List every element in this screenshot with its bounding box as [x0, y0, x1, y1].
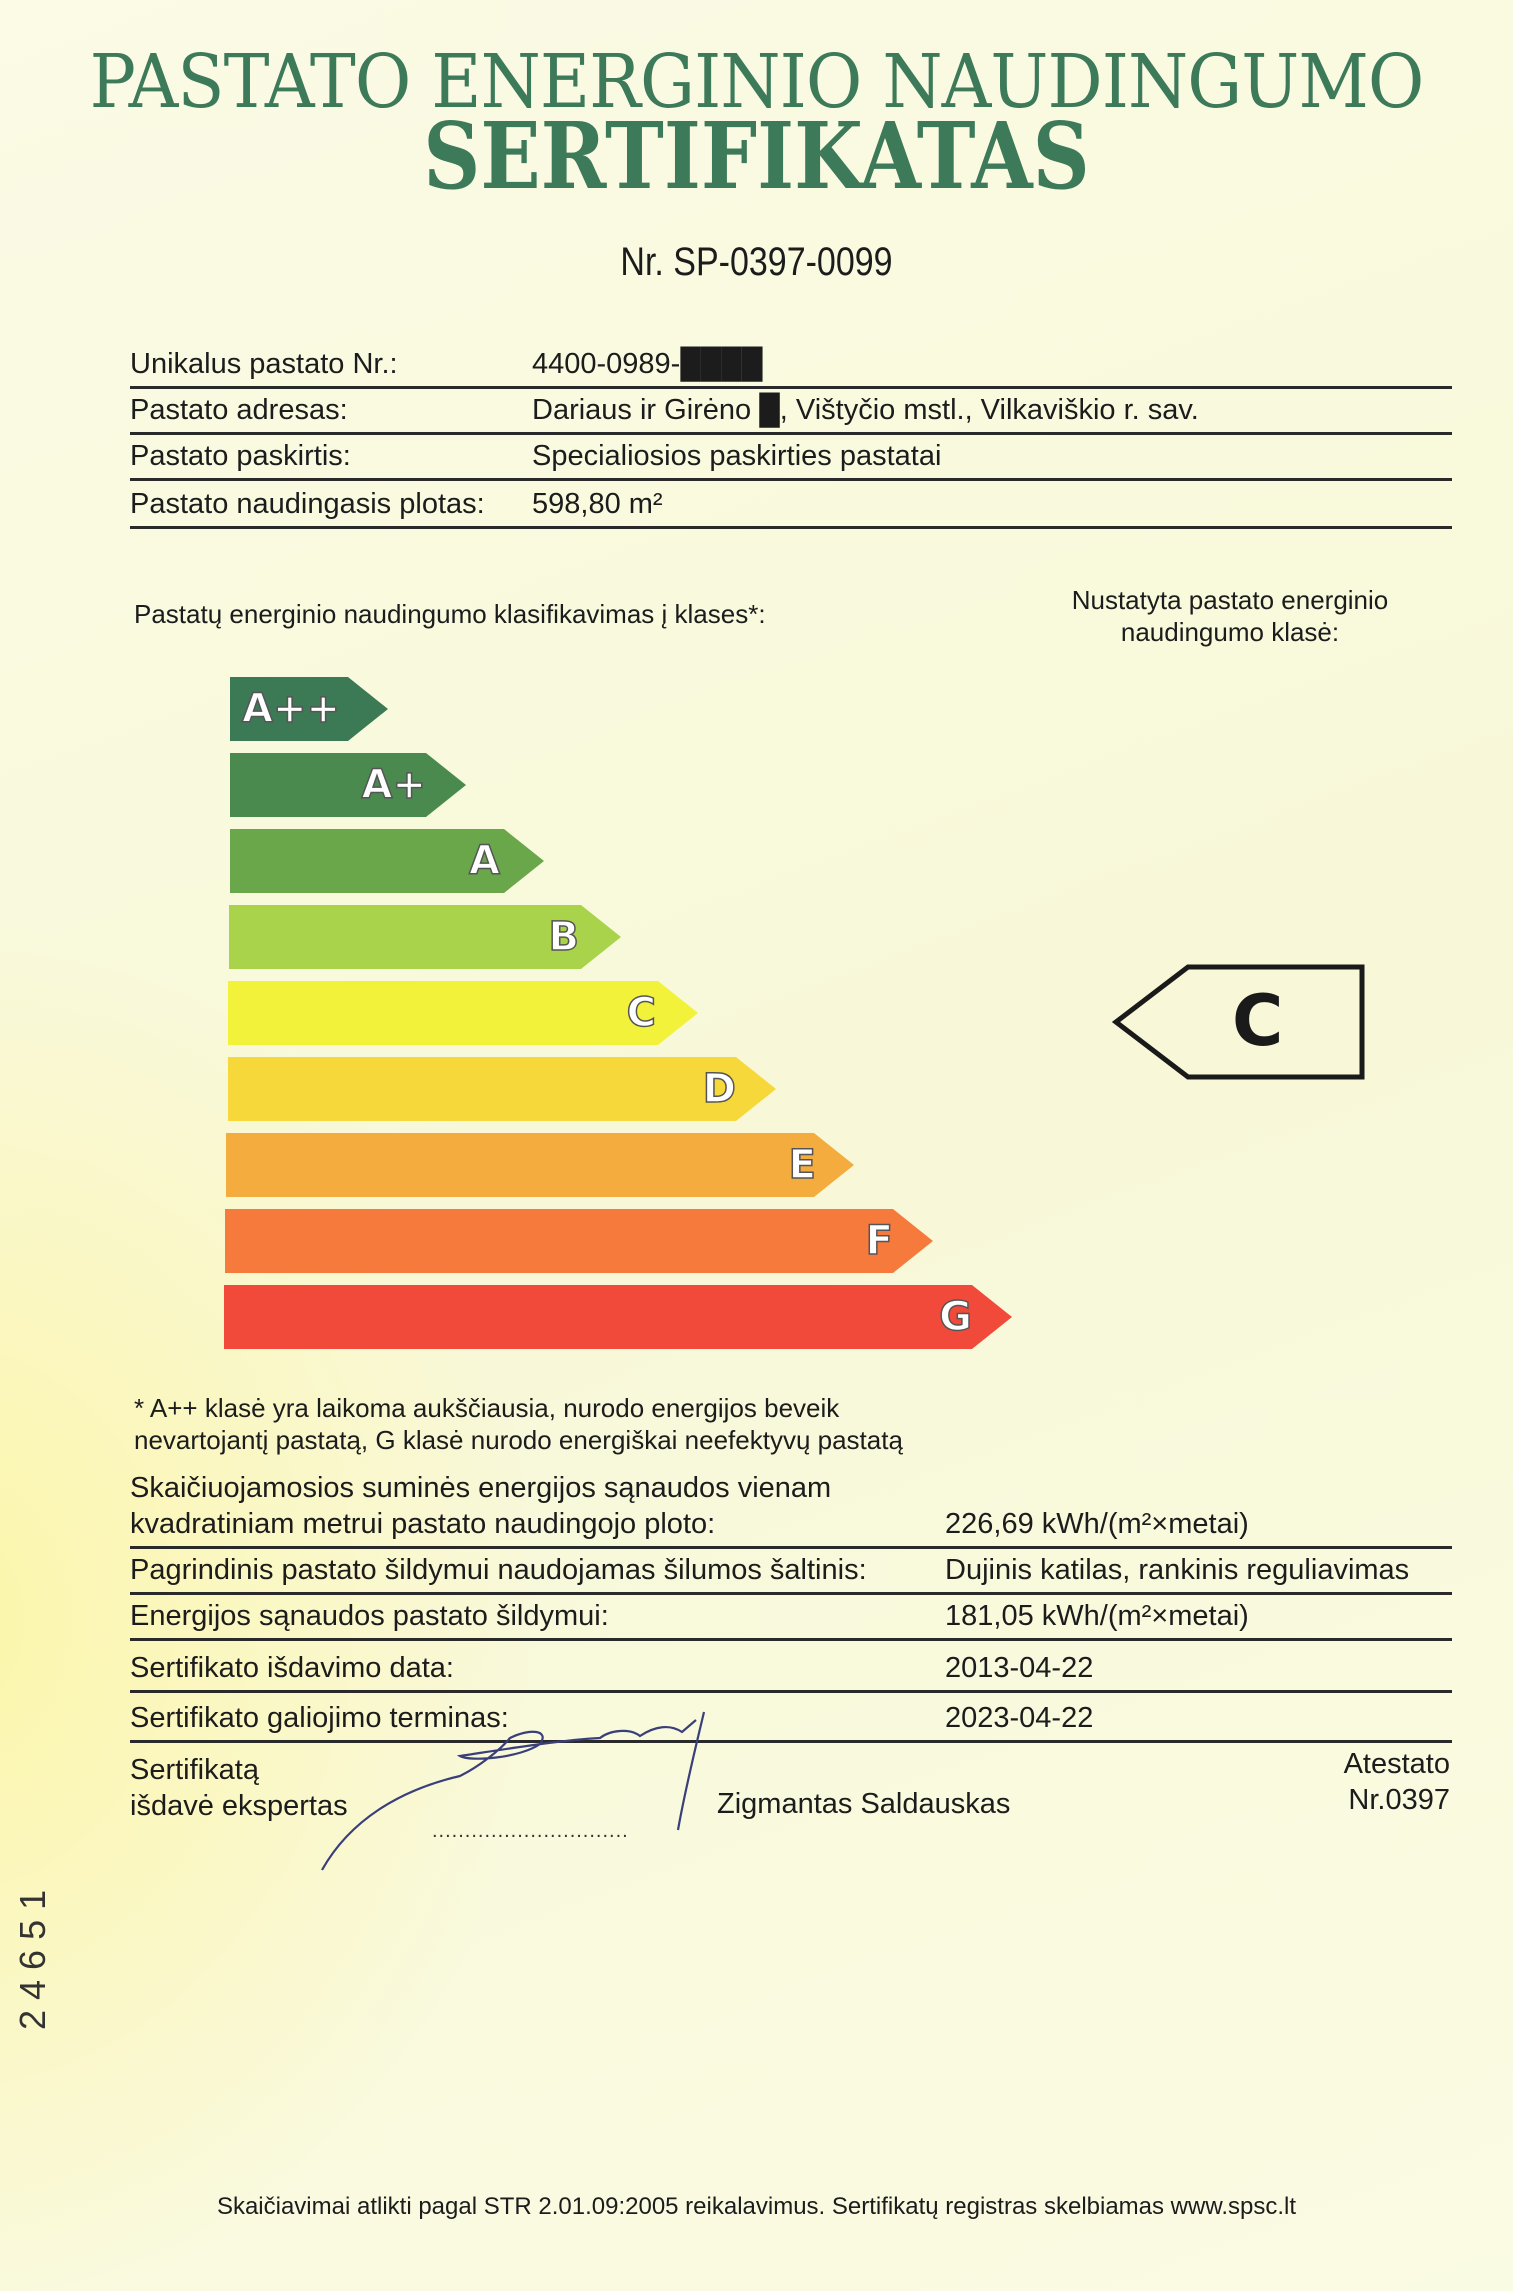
class-bar-e — [226, 1133, 854, 1197]
certificate-number: Nr. SP-0397-0099 — [620, 240, 893, 284]
energy-row-total — [130, 1470, 1452, 1549]
energy-label: Energijos sąnaudos pastato šildymui: — [130, 1600, 609, 1632]
energy-label: Sertifikato išdavimo data: — [130, 1652, 454, 1684]
title-line-2: SERTIFIKATAS — [423, 102, 1090, 210]
energy-label — [130, 1470, 831, 1542]
info-label: Pastato adresas: — [130, 394, 348, 426]
info-value: Specialiosios paskirties pastatai — [532, 440, 942, 472]
result-caption-line-2: naudingumo klasė: — [1120, 617, 1340, 647]
footnote-line-2: nevartojantį pastatą, G klasė nurodo energiškai neefektyvų pastatą — [134, 1425, 903, 1455]
class-label: F — [865, 1218, 893, 1264]
energy-value: Dujinis katilas, rankinis reguliavimas — [945, 1554, 1410, 1586]
info-row-unique-number — [130, 340, 1452, 389]
class-bar-f — [225, 1209, 933, 1273]
scale-caption: Pastatų energinio naudingumo klasifikavimas į klases*: — [134, 599, 766, 629]
energy-value: 2023-04-22 — [945, 1702, 1094, 1734]
expert-label-line-1: Sertifikatą — [130, 1754, 259, 1786]
info-value: Dariaus ir Girėno █, Vištyčio mstl., Vilkaviškio r. sav. — [532, 394, 1199, 426]
info-value: 598,80 m² — [532, 488, 663, 520]
attestation-number — [1290, 1746, 1450, 1818]
class-label: A — [469, 838, 500, 884]
expert-label-line-2: išdavė ekspertas — [130, 1790, 348, 1822]
energy-label: Pagrindinis pastato šildymui naudojamas šilumos šaltinis: — [130, 1554, 867, 1586]
energy-value: 2013-04-22 — [945, 1652, 1094, 1684]
class-label: D — [702, 1066, 736, 1112]
energy-value: 181,05 kWh/(m²×metai) — [945, 1600, 1249, 1632]
class-bar-a-plus — [230, 753, 466, 817]
class-bar-b — [229, 905, 621, 969]
class-label: B — [548, 914, 579, 960]
result-caption-line-1: Nustatyta pastato energinio — [1071, 585, 1389, 615]
energy-label-line-2: kvadratiniam metrui pastato naudingojo ploto: — [130, 1508, 716, 1540]
info-value: 4400-0989-████ — [532, 348, 763, 380]
info-row-area — [130, 480, 1452, 529]
class-label: G — [939, 1294, 972, 1340]
class-bar-a — [230, 829, 544, 893]
class-bar-c — [228, 981, 698, 1045]
energy-label-line-1: Skaičiuojamosios suminės energijos sąnaudos vienam — [130, 1472, 832, 1504]
footnote-line-1: * A++ klasė yra laikoma aukščiausia, nurodo energijos beveik — [134, 1393, 840, 1423]
attestation-line-1: Atestato — [1343, 1748, 1450, 1780]
title-line-1: PASTATO ENERGINIO NAUDINGUMO — [89, 39, 1424, 125]
info-row-address — [130, 386, 1452, 435]
signature-icon — [310, 1680, 850, 1880]
energy-value: 226,69 kWh/(m²×metai) — [945, 1508, 1249, 1540]
expert-name: Zigmantas Saldauskas — [717, 1788, 1011, 1820]
attestation-line-2: Nr.0397 — [1348, 1784, 1450, 1816]
result-caption — [1050, 584, 1410, 648]
class-bar-a-plus-plus — [230, 677, 388, 741]
class-label: C — [626, 990, 656, 1036]
info-label: Unikalus pastato Nr.: — [130, 348, 398, 380]
assigned-class-label: C — [1232, 980, 1284, 1062]
footer-note: Skaičiavimai atlikti pagal STR 2.01.09:2005 reikalavimus. Sertifikatų registras skelbiamas www.spsc.lt — [216, 2193, 1297, 2220]
info-label: Pastato paskirtis: — [130, 440, 351, 472]
serial-number: 24651 — [12, 1879, 53, 2030]
energy-row-heating — [130, 1592, 1452, 1641]
energy-row-heat-source — [130, 1546, 1452, 1595]
class-label: E — [788, 1142, 816, 1188]
class-footnote — [134, 1392, 903, 1456]
signature-line: .............................. — [432, 1820, 629, 1842]
class-bar-d — [228, 1057, 776, 1121]
info-row-purpose — [130, 432, 1452, 481]
info-label: Pastato naudingasis plotas: — [130, 488, 485, 520]
energy-label: Sertifikato galiojimo terminas: — [130, 1702, 509, 1734]
class-label: A++ — [242, 686, 340, 732]
class-label: A+ — [361, 762, 426, 808]
class-bar-g — [224, 1285, 1012, 1349]
assigned-class-indicator — [1112, 964, 1366, 1085]
